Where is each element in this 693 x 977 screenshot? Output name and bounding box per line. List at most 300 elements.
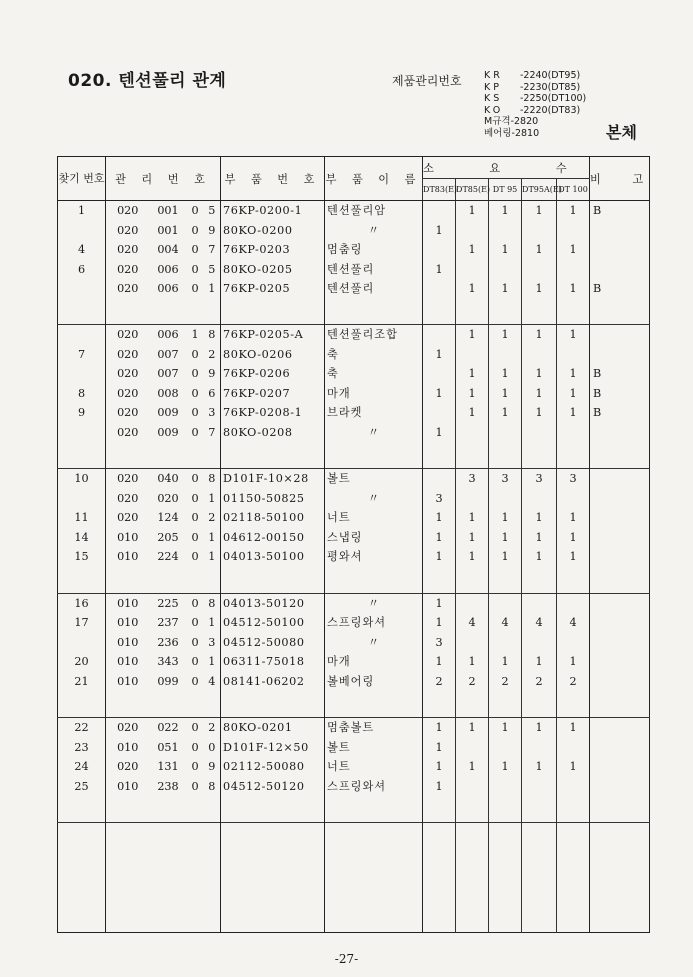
qty-cell bbox=[489, 777, 522, 797]
part-no-cell: D101F-10×28 bbox=[221, 469, 325, 489]
qty-cell bbox=[557, 633, 590, 653]
table-row bbox=[58, 777, 650, 797]
product-code-value: -2220(DT83) bbox=[520, 104, 581, 116]
find-no-cell: 6 bbox=[77, 262, 86, 276]
qty-cell bbox=[522, 423, 557, 443]
part-no-cell: 01150-50825 bbox=[221, 489, 325, 509]
qty-cell bbox=[522, 738, 557, 758]
header-part-name: 부 품 이 름 bbox=[325, 157, 423, 201]
mgmt-no-cell: 0 bbox=[191, 262, 199, 276]
product-code-row bbox=[484, 105, 586, 117]
part-no-cell: 04512-50100 bbox=[221, 613, 325, 633]
table-row bbox=[58, 240, 650, 260]
mgmt-no-cell: 2 bbox=[208, 347, 216, 361]
mgmt-no-cell: 0 bbox=[191, 616, 199, 630]
qty-cell bbox=[489, 593, 522, 613]
note-cell bbox=[590, 260, 650, 280]
qty-cell bbox=[456, 489, 489, 509]
qty-cell: 1 bbox=[489, 508, 522, 528]
header-model: DT 100 bbox=[557, 179, 590, 201]
mgmt-no-cell: 0 bbox=[191, 655, 199, 669]
mgmt-no-cell: 0 bbox=[191, 530, 199, 544]
find-no-cell bbox=[58, 279, 106, 299]
qty-cell: 1 bbox=[522, 528, 557, 548]
table-row bbox=[58, 528, 650, 548]
mgmt-no-cell: 225 bbox=[150, 593, 187, 613]
qty-cell bbox=[522, 777, 557, 797]
group-spacer bbox=[58, 299, 650, 325]
qty-cell: 1 bbox=[423, 593, 456, 613]
mgmt-no-cell: 020 bbox=[106, 279, 150, 299]
mgmt-no-cell: 0 bbox=[191, 550, 199, 564]
qty-cell: 1 bbox=[489, 384, 522, 404]
qty-cell bbox=[456, 260, 489, 280]
product-code-row bbox=[484, 93, 586, 105]
note-cell: B bbox=[590, 201, 650, 221]
mgmt-no-cell: 1 bbox=[208, 491, 216, 505]
product-code-row bbox=[484, 116, 586, 128]
qty-cell: 3 bbox=[423, 633, 456, 653]
part-name-cell: 텐션풀리 bbox=[325, 279, 423, 299]
qty-cell: 1 bbox=[456, 508, 489, 528]
part-name-cell: 텐션풀리암 bbox=[325, 201, 423, 221]
table-row bbox=[58, 201, 650, 221]
find-no-cell: 17 bbox=[74, 616, 89, 630]
mgmt-no-cell: 0 bbox=[191, 740, 199, 754]
qty-cell bbox=[489, 345, 522, 365]
mgmt-no-cell: 0 bbox=[191, 779, 199, 793]
qty-cell: 1 bbox=[557, 547, 590, 567]
mgmt-no-cell: 020 bbox=[106, 325, 150, 345]
mgmt-no-cell: 0 bbox=[191, 511, 199, 525]
mgmt-no-cell: 124 bbox=[157, 511, 179, 525]
find-no-cell bbox=[58, 489, 106, 509]
mgmt-no-cell: 237 bbox=[157, 616, 179, 630]
qty-cell bbox=[489, 738, 522, 758]
header-model: DT83(E) bbox=[423, 179, 456, 201]
header-qty: 소 요 수 bbox=[423, 157, 590, 179]
qty-cell: 1 bbox=[456, 240, 489, 260]
qty-cell bbox=[557, 345, 590, 365]
qty-cell: 1 bbox=[522, 240, 557, 260]
mgmt-no-cell: 0 bbox=[191, 406, 199, 420]
part-name-cell: 멈춤볼트 bbox=[325, 718, 423, 738]
qty-cell: 1 bbox=[522, 384, 557, 404]
product-code-value: -2250(DT100) bbox=[520, 93, 587, 104]
mgmt-no-cell: 8 bbox=[204, 469, 221, 489]
qty-cell: 1 bbox=[489, 547, 522, 567]
part-name-cell: 〃 bbox=[325, 593, 423, 613]
qty-cell: 1 bbox=[489, 279, 522, 299]
mgmt-no-cell: 020 bbox=[106, 364, 150, 384]
qty-cell bbox=[489, 633, 522, 653]
part-no-cell: 80KO-0205 bbox=[221, 260, 325, 280]
note-cell bbox=[590, 221, 650, 241]
qty-cell bbox=[423, 403, 456, 423]
qty-cell: 1 bbox=[522, 201, 557, 221]
qty-cell: 4 bbox=[522, 613, 557, 633]
mgmt-no-cell: 020 bbox=[106, 221, 150, 241]
mgmt-no-cell: 007 bbox=[157, 347, 179, 361]
mgmt-no-cell: 343 bbox=[157, 655, 179, 669]
mgmt-no-cell: 051 bbox=[157, 740, 179, 754]
qty-cell: 1 bbox=[489, 364, 522, 384]
qty-cell: 1 bbox=[522, 403, 557, 423]
qty-cell: 1 bbox=[423, 508, 456, 528]
product-code-value: -2820 bbox=[510, 116, 539, 127]
qty-cell: 1 bbox=[456, 201, 489, 221]
table-row bbox=[58, 345, 650, 365]
mgmt-no-cell: 7 bbox=[208, 425, 216, 439]
part-no-cell: 80KO-0206 bbox=[221, 345, 325, 365]
part-name-cell: 스프링와셔 bbox=[325, 613, 423, 633]
part-name-cell: 스프링와셔 bbox=[325, 777, 423, 797]
part-no-cell: 04013-50120 bbox=[221, 593, 325, 613]
qty-cell: 1 bbox=[423, 221, 456, 241]
qty-cell: 1 bbox=[557, 718, 590, 738]
qty-cell: 1 bbox=[489, 240, 522, 260]
mgmt-no-cell: 010 bbox=[106, 613, 150, 633]
empty-row bbox=[58, 823, 650, 933]
note-cell bbox=[590, 240, 650, 260]
note-cell bbox=[590, 613, 650, 633]
qty-cell: 3 bbox=[522, 469, 557, 489]
part-no-cell: 04512-50120 bbox=[221, 777, 325, 797]
qty-cell: 1 bbox=[456, 384, 489, 404]
part-no-cell: 76KP-0205-A bbox=[221, 325, 325, 345]
mgmt-no-cell: 009 bbox=[157, 425, 179, 439]
find-no-cell: 1 bbox=[77, 204, 86, 217]
qty-cell bbox=[522, 345, 557, 365]
qty-cell: 1 bbox=[456, 718, 489, 738]
part-no-cell: 76KP-0203 bbox=[221, 240, 325, 260]
mgmt-no-cell: 3 bbox=[208, 635, 216, 649]
table-row bbox=[58, 384, 650, 404]
mgmt-no-cell: 001 bbox=[157, 223, 179, 237]
note-cell: B bbox=[590, 403, 650, 423]
group-spacer bbox=[58, 796, 650, 822]
mgmt-no-cell: 1 bbox=[208, 282, 216, 295]
qty-cell: 1 bbox=[489, 652, 522, 672]
mgmt-no-cell: 020 bbox=[106, 260, 150, 280]
mgmt-no-cell: 2 bbox=[204, 718, 221, 738]
find-no-cell: 14 bbox=[74, 530, 89, 544]
mgmt-no-cell: 099 bbox=[157, 674, 179, 688]
product-code-value: -2810 bbox=[511, 127, 540, 139]
product-code-key: 베어링 bbox=[484, 127, 512, 139]
qty-cell bbox=[456, 423, 489, 443]
qty-cell: 1 bbox=[557, 528, 590, 548]
find-no-cell: 8 bbox=[77, 386, 86, 400]
header-note: 비 고 bbox=[590, 157, 650, 201]
table-row bbox=[58, 672, 650, 692]
group-spacer bbox=[58, 442, 650, 468]
mgmt-no-cell: 0 bbox=[191, 491, 199, 505]
qty-cell: 1 bbox=[489, 325, 522, 345]
mgmt-no-cell: 010 bbox=[106, 652, 150, 672]
table-row bbox=[58, 364, 650, 384]
note-cell bbox=[590, 325, 650, 345]
qty-cell bbox=[522, 489, 557, 509]
qty-cell bbox=[456, 221, 489, 241]
qty-cell bbox=[522, 260, 557, 280]
qty-cell: 1 bbox=[489, 201, 522, 221]
find-no-cell: 7 bbox=[77, 347, 86, 361]
mgmt-no-cell: 0 bbox=[191, 760, 199, 774]
table-row bbox=[58, 469, 650, 489]
header-mgmt-no: 관 리 번 호 bbox=[106, 157, 221, 201]
mgmt-no-cell: 020 bbox=[106, 423, 150, 443]
mgmt-no-cell: 020 bbox=[106, 403, 150, 423]
product-code-key: KO bbox=[484, 104, 504, 116]
qty-cell: 1 bbox=[456, 364, 489, 384]
part-name-cell: 볼트 bbox=[325, 738, 423, 758]
table-row bbox=[58, 423, 650, 443]
mgmt-no-cell: 006 bbox=[157, 262, 179, 276]
qty-cell: 1 bbox=[423, 345, 456, 365]
product-code-key: KR bbox=[484, 70, 503, 81]
note-cell bbox=[590, 423, 650, 443]
qty-cell: 1 bbox=[456, 652, 489, 672]
qty-cell: 1 bbox=[522, 325, 557, 345]
find-no-cell: 4 bbox=[77, 243, 86, 256]
product-code-key: KS bbox=[484, 93, 503, 104]
mgmt-no-cell: 020 bbox=[106, 240, 150, 260]
qty-cell: 1 bbox=[522, 757, 557, 777]
find-no-cell bbox=[58, 633, 106, 653]
qty-cell: 1 bbox=[522, 652, 557, 672]
qty-cell: 1 bbox=[423, 777, 456, 797]
part-name-cell: 〃 bbox=[325, 489, 423, 509]
qty-cell: 1 bbox=[456, 757, 489, 777]
part-no-cell: 02118-50100 bbox=[221, 508, 325, 528]
mgmt-no-cell: 6 bbox=[208, 386, 216, 400]
qty-cell: 1 bbox=[423, 384, 456, 404]
mgmt-no-cell: 0 bbox=[191, 347, 199, 361]
table-row bbox=[58, 260, 650, 280]
qty-cell: 1 bbox=[456, 325, 489, 345]
note-cell bbox=[590, 672, 650, 692]
part-no-cell: 76KP-0206 bbox=[221, 364, 325, 384]
qty-cell: 1 bbox=[522, 547, 557, 567]
find-no-cell: 24 bbox=[74, 760, 89, 774]
mgmt-no-cell: 238 bbox=[157, 779, 179, 793]
find-no-cell bbox=[58, 364, 106, 384]
note-cell bbox=[590, 777, 650, 797]
mgmt-no-cell: 020 bbox=[106, 489, 150, 509]
find-no-cell bbox=[58, 221, 106, 241]
part-name-cell: 너트 bbox=[325, 508, 423, 528]
table-row bbox=[58, 718, 650, 738]
header-model: DT85(E) bbox=[456, 179, 489, 201]
part-name-cell: 마개 bbox=[325, 652, 423, 672]
parts-table bbox=[57, 156, 658, 933]
group-spacer bbox=[58, 691, 650, 717]
mgmt-no-cell: 205 bbox=[157, 530, 179, 544]
qty-cell: 1 bbox=[522, 508, 557, 528]
mgmt-no-cell: 010 bbox=[106, 777, 150, 797]
note-cell bbox=[590, 345, 650, 365]
qty-cell bbox=[557, 489, 590, 509]
qty-cell: 1 bbox=[557, 279, 590, 299]
qty-cell: 2 bbox=[489, 672, 522, 692]
qty-cell bbox=[456, 593, 489, 613]
note-cell bbox=[590, 633, 650, 653]
mgmt-no-cell: 0 bbox=[191, 674, 199, 688]
note-cell bbox=[590, 718, 650, 738]
qty-cell: 1 bbox=[522, 718, 557, 738]
find-no-cell: 25 bbox=[74, 779, 89, 793]
mgmt-no-cell: 131 bbox=[157, 760, 179, 774]
mgmt-no-cell: 9 bbox=[208, 223, 216, 237]
note-cell bbox=[590, 489, 650, 509]
mgmt-no-cell: 008 bbox=[157, 386, 179, 400]
qty-cell: 3 bbox=[456, 469, 489, 489]
qty-cell: 1 bbox=[557, 384, 590, 404]
part-no-cell: 02112-50080 bbox=[221, 757, 325, 777]
qty-cell bbox=[557, 738, 590, 758]
part-no-cell: 04512-50080 bbox=[221, 633, 325, 653]
part-no-cell: 76KP-0200-1 bbox=[221, 201, 325, 221]
mgmt-no-cell: 0 bbox=[191, 223, 199, 237]
part-no-cell: 04013-50100 bbox=[221, 547, 325, 567]
note-cell bbox=[590, 469, 650, 489]
table-row bbox=[58, 508, 650, 528]
qty-cell: 1 bbox=[423, 613, 456, 633]
part-name-cell: 텐션풀리 bbox=[325, 260, 423, 280]
qty-cell: 1 bbox=[456, 547, 489, 567]
part-no-cell: 76KP-0207 bbox=[221, 384, 325, 404]
mgmt-no-cell: 0 bbox=[191, 367, 199, 381]
part-name-cell: 축 bbox=[325, 364, 423, 384]
mgmt-no-cell: 0 bbox=[187, 593, 204, 613]
find-no-cell: 23 bbox=[74, 740, 89, 754]
mgmt-no-cell: 5 bbox=[208, 204, 216, 217]
part-name-cell: 브라켓 bbox=[325, 403, 423, 423]
mgmt-no-cell: 020 bbox=[106, 469, 150, 489]
qty-cell bbox=[423, 469, 456, 489]
mgmt-no-cell: 010 bbox=[106, 633, 150, 653]
page-title: 020. 텐션풀리 관계 bbox=[68, 71, 227, 91]
qty-cell: 4 bbox=[456, 613, 489, 633]
find-no-cell: 9 bbox=[77, 406, 86, 420]
note-cell: B bbox=[590, 364, 650, 384]
mgmt-no-cell: 236 bbox=[157, 635, 179, 649]
table-row bbox=[58, 547, 650, 567]
part-name-cell: 스냅링 bbox=[325, 528, 423, 548]
qty-cell bbox=[456, 345, 489, 365]
qty-cell: 1 bbox=[456, 279, 489, 299]
part-no-cell: 06311-75018 bbox=[221, 652, 325, 672]
qty-cell: 1 bbox=[557, 325, 590, 345]
qty-cell: 1 bbox=[456, 403, 489, 423]
mgmt-no-cell: 0 bbox=[187, 718, 204, 738]
mgmt-no-cell: 020 bbox=[106, 757, 150, 777]
qty-cell: 1 bbox=[557, 403, 590, 423]
qty-cell bbox=[456, 738, 489, 758]
part-name-cell: 멈춤링 bbox=[325, 240, 423, 260]
qty-cell bbox=[557, 593, 590, 613]
qty-cell bbox=[522, 221, 557, 241]
table-row bbox=[58, 221, 650, 241]
product-code-value: -2230(DT85) bbox=[520, 81, 581, 93]
mgmt-no-cell: 7 bbox=[208, 243, 216, 256]
qty-cell bbox=[423, 240, 456, 260]
mgmt-no-cell: 1 bbox=[208, 655, 216, 669]
mgmt-no-cell: 9 bbox=[208, 760, 216, 774]
qty-cell: 4 bbox=[557, 613, 590, 633]
qty-cell bbox=[522, 593, 557, 613]
qty-cell: 1 bbox=[423, 547, 456, 567]
mgmt-no-cell: 0 bbox=[191, 386, 199, 400]
mgmt-no-cell: 0 bbox=[191, 425, 199, 439]
qty-cell: 3 bbox=[489, 469, 522, 489]
qty-cell: 4 bbox=[489, 613, 522, 633]
part-name-cell: 텐션풀리조합 bbox=[325, 325, 423, 345]
note-cell bbox=[590, 547, 650, 567]
mgmt-no-cell: 3 bbox=[208, 406, 216, 420]
mgmt-no-cell: 0 bbox=[191, 243, 199, 256]
part-name-cell: 〃 bbox=[325, 423, 423, 443]
qty-cell: 2 bbox=[557, 672, 590, 692]
table-row bbox=[58, 489, 650, 509]
product-code-key: KP bbox=[484, 81, 502, 93]
qty-cell bbox=[423, 325, 456, 345]
mgmt-no-cell: 022 bbox=[150, 718, 187, 738]
qty-cell: 1 bbox=[423, 738, 456, 758]
qty-cell bbox=[557, 260, 590, 280]
group-spacer bbox=[58, 567, 650, 593]
qty-cell bbox=[489, 423, 522, 443]
product-code-label: 제품관리번호 bbox=[392, 74, 462, 88]
part-no-cell: 76KP-0208-1 bbox=[221, 403, 325, 423]
mgmt-no-cell: 010 bbox=[106, 672, 150, 692]
mgmt-no-cell: 0 bbox=[191, 635, 199, 649]
qty-cell: 1 bbox=[423, 652, 456, 672]
table-row bbox=[58, 279, 650, 299]
qty-cell bbox=[557, 777, 590, 797]
mgmt-no-cell: 010 bbox=[106, 547, 150, 567]
note-cell bbox=[590, 738, 650, 758]
qty-cell: 1 bbox=[557, 652, 590, 672]
qty-cell bbox=[489, 221, 522, 241]
part-name-cell: 너트 bbox=[325, 757, 423, 777]
mgmt-no-cell: 004 bbox=[157, 243, 179, 256]
header-model: DT95A(E) bbox=[522, 179, 557, 201]
mgmt-no-cell: 006 bbox=[150, 325, 187, 345]
find-no-cell: 21 bbox=[74, 674, 89, 688]
qty-cell: 1 bbox=[489, 757, 522, 777]
qty-cell: 1 bbox=[522, 364, 557, 384]
find-no-cell: 20 bbox=[74, 655, 89, 669]
part-name-cell: 마개 bbox=[325, 384, 423, 404]
mgmt-no-cell: 2 bbox=[208, 511, 216, 525]
qty-cell bbox=[522, 633, 557, 653]
qty-cell bbox=[456, 777, 489, 797]
find-no-cell: 22 bbox=[58, 718, 106, 738]
qty-cell bbox=[489, 489, 522, 509]
qty-cell bbox=[557, 221, 590, 241]
mgmt-no-cell: 224 bbox=[157, 550, 179, 564]
mgmt-no-cell: 4 bbox=[208, 674, 216, 688]
qty-cell: 1 bbox=[557, 240, 590, 260]
qty-cell: 3 bbox=[423, 489, 456, 509]
mgmt-no-cell: 8 bbox=[204, 325, 221, 345]
table-row bbox=[58, 613, 650, 633]
product-code-row bbox=[484, 128, 586, 140]
table-row bbox=[58, 633, 650, 653]
mgmt-no-cell: 020 bbox=[157, 491, 179, 505]
